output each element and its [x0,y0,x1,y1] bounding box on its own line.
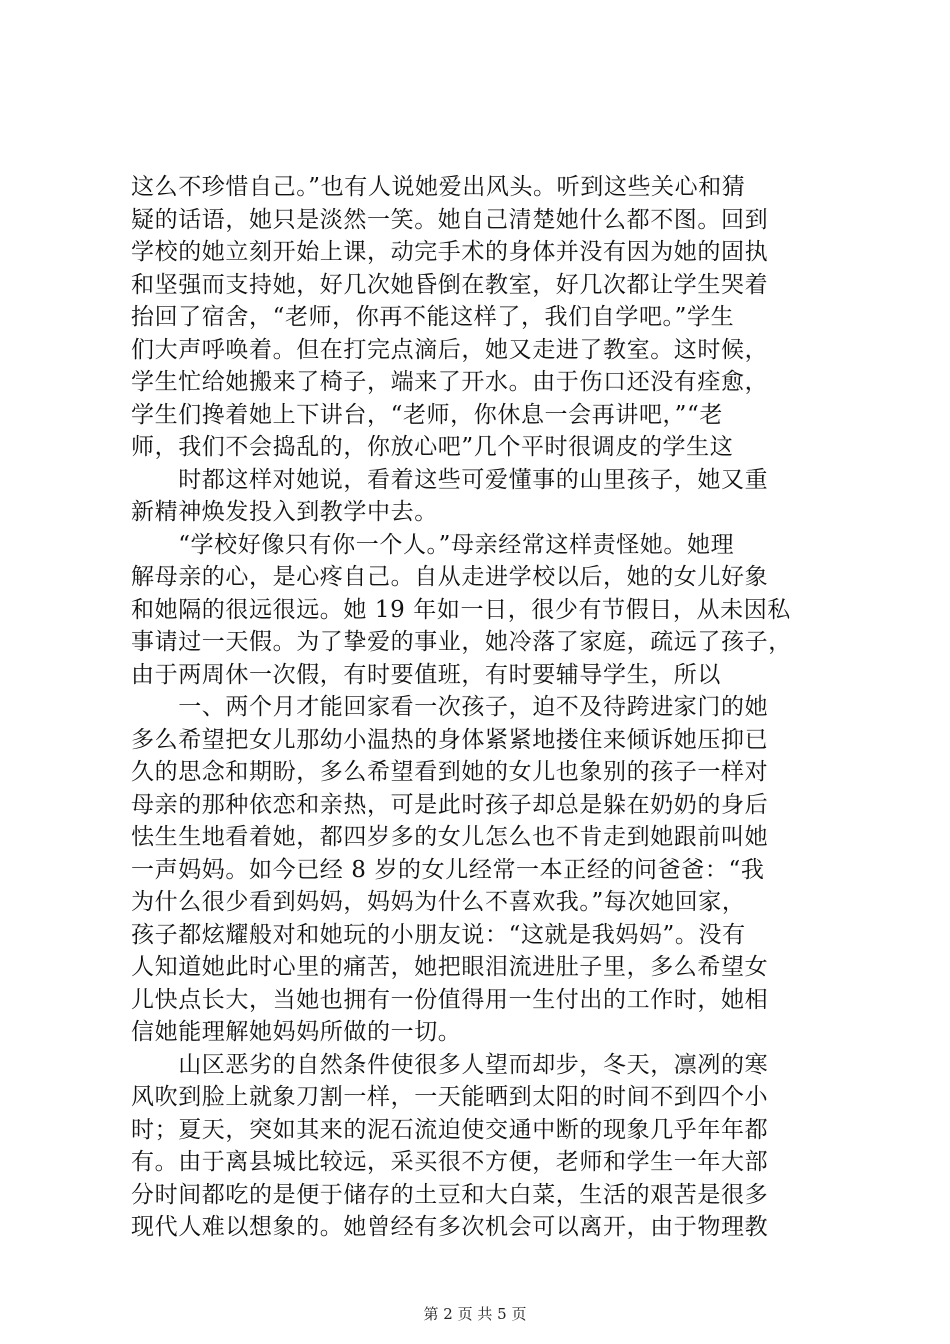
text-line: 信她能理解她妈妈所做的一切。 [131,1019,462,1045]
text-line: 有。由于离县城比较远，采买很不方便，老师和学生一年大部 [131,1149,769,1175]
text-line: “学校好像只有你一个人。”母亲经常这样责怪她。她理 [131,531,735,558]
text-line: 事请过一天假。为了挚爱的事业，她冷落了家庭，疏远了孩子， [131,629,792,655]
text-line: 学生忙给她搬来了椅子，端来了开水。由于伤口还没有痊愈， [131,369,769,395]
text-line: 人知道她此时心里的痛苦，她把眼泪流进肚子里，多么希望女 [131,954,769,980]
text-line: 母亲的那种依恋和亲热，可是此时孩子却总是躲在奶奶的身后 [131,791,769,818]
text-line: 和她隔的很远很远。她 19 年如一日，很少有节假日，从未因私 [131,596,791,623]
text-line: 风吹到脸上就象刀割一样，一天能晒到太阳的时间不到四个小 [131,1084,769,1110]
text-line: 师，我们不会捣乱的，你放心吧”几个平时很调皮的学生这 [131,434,734,460]
text-line: 由于两周休一次假，有时要值班，有时要辅导学生，所以 [131,661,721,688]
text-line: 一声妈妈。如今已经 8 岁的女儿经常一本正经的问爸爸：“我 [131,856,765,883]
text-line: 新精神焕发投入到教学中去。 [131,499,438,525]
text-line: 现代人难以想象的。她曾经有多次机会可以离开，由于物理教 [131,1214,769,1240]
text-line: 和坚强而支持她，好几次她昏倒在教室，好几次都让学生哭着 [131,271,769,298]
text-line: 时都这样对她说，看着这些可爱懂事的山里孩子，她又重 [131,466,769,493]
text-line: 多么希望把女儿那幼小温热的身体紧紧地搂住来倾诉她压抑已 [131,726,769,753]
text-line: 疑的话语，她只是淡然一笑。她自己清楚她什么都不图。回到 [131,206,769,233]
text-line: 久的思念和期盼，多么希望看到她的女儿也象别的孩子一样对 [131,759,769,785]
text-line: 们大声呼唤着。但在打完点滴后，她又走进了教室。这时候， [131,336,769,363]
page-footer: 第 2 页 共 5 页 [423,1305,527,1323]
text-line: 时；夏天，突如其来的泥石流迫使交通中断的现象几乎年年都 [131,1116,769,1143]
text-line: 孩子都炫耀般对和她玩的小朋友说：“这就是我妈妈”。没有 [131,921,746,948]
text-line: 山区恶劣的自然条件使很多人望而却步，冬天，凛冽的寒 [131,1051,769,1078]
text-line: 儿快点长大，当她也拥有一份值得用一生付出的工作时，她相 [131,986,769,1013]
text-line: 怯生生地看着她，都四岁多的女儿怎么也不肯走到她跟前叫她 [131,824,769,850]
text-line: 学校的她立刻开始上课，动完手术的身体并没有因为她的固执 [131,239,769,265]
body-text [131,171,831,1244]
text-line: 一、两个月才能回家看一次孩子，迫不及待跨进家门的她 [131,694,769,720]
text-line: 分时间都吃的是便于储存的土豆和大白菜，生活的艰苦是很多 [131,1181,769,1208]
text-line: 这么不珍惜自己。”也有人说她爱出风头。听到这些关心和猜 [131,174,746,200]
text-line: 学生们搀着她上下讲台，“老师，你休息一会再讲吧，”“老 [131,401,723,428]
text-line: 为什么很少看到妈妈，妈妈为什么不喜欢我。”每次她回家， [131,889,746,915]
text-line: 抬回了宿舍，“老师，你再不能这样了，我们自学吧。”学生 [131,304,735,330]
text-line: 解母亲的心，是心疼自己。自从走进学校以后，她的女儿好象 [131,564,769,590]
